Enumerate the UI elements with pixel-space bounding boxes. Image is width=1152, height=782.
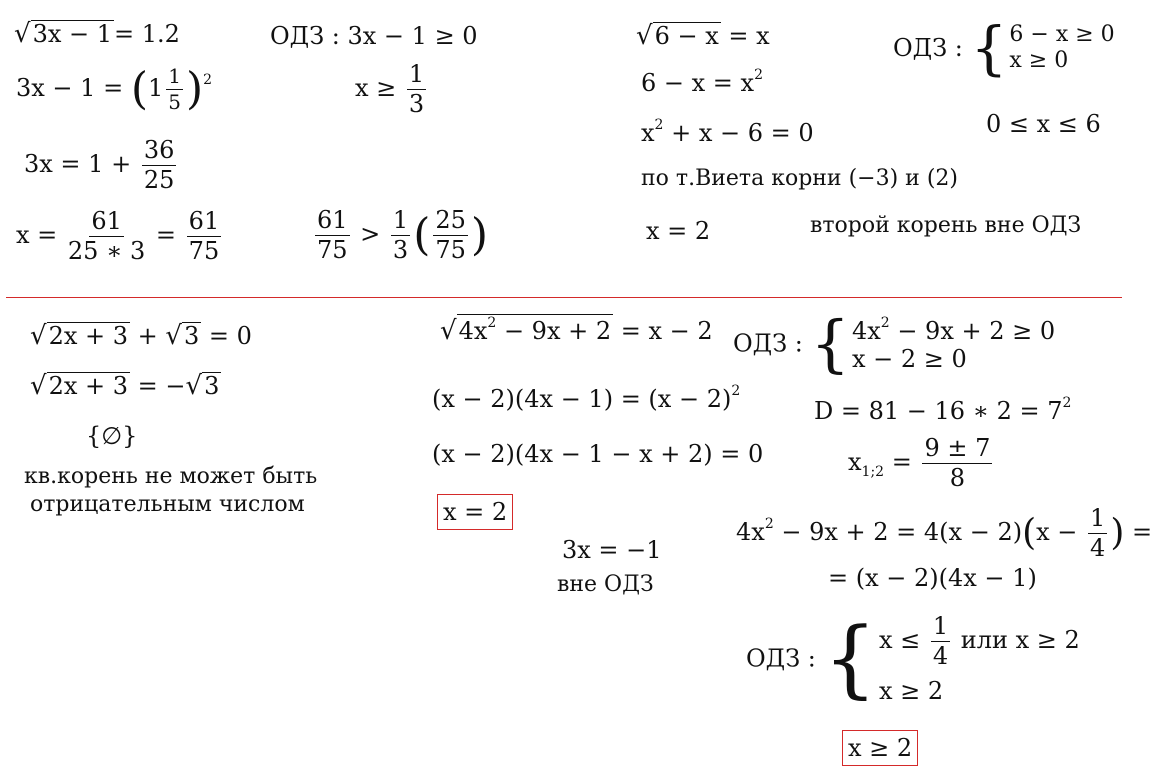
note-line-1: кв.корень не может быть xyxy=(24,464,318,489)
section-divider xyxy=(6,297,1122,298)
empty-set: {∅} xyxy=(86,422,138,450)
factorization-result: = (x − 2)(4x − 1) xyxy=(828,564,1037,592)
alt-root: 3x = −1 xyxy=(562,536,662,564)
eq-factored-square: $(x - 2)(4x - 1) = (x - 2)^2$ xyxy=(432,383,741,413)
eq-sqrt-6-x: √6 − x = x xyxy=(636,21,770,51)
odz-system-final: ОДЗ : { x ≤ $\frac{1}{4}$ или x ≥ 2 x ≥ 2 xyxy=(746,609,1080,708)
vieta-note: по т.Виета корни (−3) и (2) xyxy=(641,166,959,191)
eq-6-x-squared: $6 - x = x^2$ xyxy=(641,67,763,97)
final-answer-box: x ≥ 2 xyxy=(842,736,918,760)
odz-range: 0 ≤ x ≤ 6 xyxy=(986,110,1101,138)
odz-top-mid: ОДЗ : 3x − 1 ≥ 0 xyxy=(270,22,478,50)
answer-box-bottom-mid: x = 2 xyxy=(437,500,513,524)
odz-system-bottom: ОДЗ : { $4x^2 - 9x + 2 \ge 0$ x − 2 ≥ 0 xyxy=(733,306,1056,380)
eq-factored-zero: (x − 2)(4x − 1 − x + 2) = 0 xyxy=(432,440,764,468)
factorization: $4x^2 - 9x + 2 = 4(x - 2)(x$ − $\frac{1}{4}$ ) = xyxy=(736,504,1152,563)
eq-x-value: x = $\frac{61}{25 ∗ 3}$ = $\frac{61}{75}$ xyxy=(16,207,220,266)
eq-3x: 3x = 1 + $\frac{36}{25}$ xyxy=(24,136,175,195)
eq-sqrt-3x-1: √3x − 1= 1.2 xyxy=(14,19,180,49)
fraction-comparison: $\frac{61}{75}$ > $\frac{1}{3}$ ( $\frac{25}{75}$ ) xyxy=(317,206,489,265)
eq-root-negative: √2x + 3 = −√3 xyxy=(30,371,220,401)
eq-quadratic: $x^2 + x - 6 = 0$ xyxy=(641,117,814,147)
note-line-2: отрицательным числом xyxy=(30,492,305,517)
discriminant: D = 81 − 16 ∗ $2 = 7^2$ xyxy=(814,395,1072,425)
eq-sqrt-quadratic: $√4x^2 - 9x + 2 = x - 2$ xyxy=(440,315,713,346)
x-ge-third: x ≥ $\frac{1}{3}$ xyxy=(355,60,425,119)
answer-top-right: x = 2 xyxy=(646,217,711,245)
eq-squared: 3x − 1 = (1 $\frac{1}{5}$ )$^2$ xyxy=(16,63,213,115)
roots-formula: $x_{1;2}$ = $\frac{9 \pm 7}{8}$ xyxy=(848,434,991,493)
alt-root-note: вне ОДЗ xyxy=(557,572,654,597)
root-note: второй корень вне ОДЗ xyxy=(810,213,1082,238)
odz-system-top-right: ОДЗ : { 6 − x ≥ 0 x ≥ 0 xyxy=(893,13,1115,82)
eq-sum-of-roots: √2x + 3 + √3 = 0 xyxy=(30,321,252,351)
